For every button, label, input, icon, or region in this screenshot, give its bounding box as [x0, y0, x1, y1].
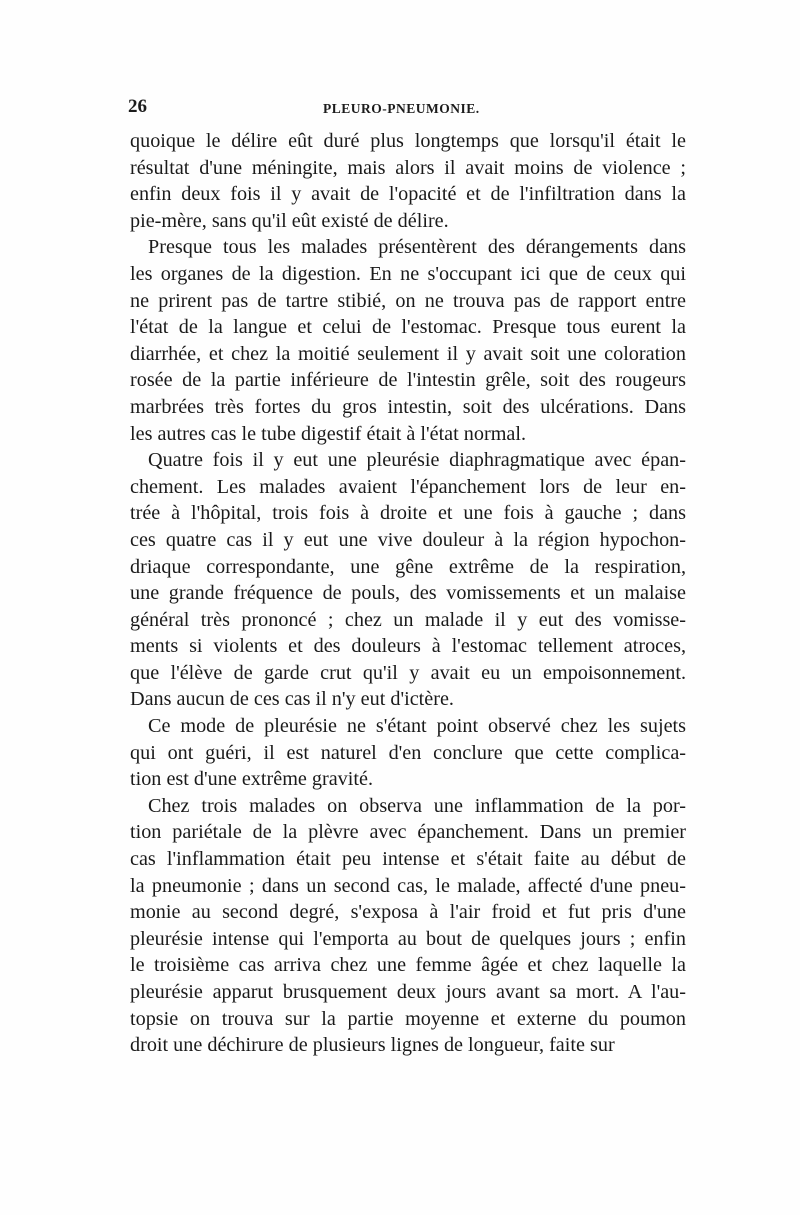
text-line: que l'élève de garde crut qu'il y avait eu un empoisonnement. — [130, 661, 686, 684]
text-line: pleurésie intense qui l'emporta au bout de quelques jours ; enfin — [130, 927, 686, 950]
text-line: la pneumonie ; dans un second cas, le malade, affecté d'une pneu- — [130, 874, 686, 897]
paragraph — [130, 234, 686, 447]
paragraph — [130, 447, 686, 713]
text-line: qui ont guéri, il est naturel d'en conclure que cette complica- — [130, 741, 686, 764]
text-line: ne prirent pas de tartre stibié, on ne trouva pas de rapport entre — [130, 289, 686, 312]
text-line: tion pariétale de la plèvre avec épanchement. Dans un premier — [130, 821, 686, 844]
text-line: pleurésie apparut brusquement deux jours avant sa mort. A l'au- — [130, 981, 686, 1003]
text-line: Chez trois malades on observa une inflammation de la por- — [148, 794, 686, 817]
page-header — [128, 96, 684, 124]
page-number: 26 — [128, 96, 147, 117]
text-line: Ce mode de pleurésie ne s'étant point observé chez les sujets — [148, 715, 686, 738]
text-line: l'état de la langue et celui de l'estomac. Presque tous eurent la — [130, 316, 686, 339]
text-line: Quatre fois il y eut une pleurésie diaphragmatique avec épan- — [148, 449, 686, 472]
text-line: une grande fréquence de pouls, des vomissements et un malaise — [130, 582, 686, 605]
text-line: général très prononcé ; chez un malade il y eut des vomisse- — [130, 608, 686, 631]
text-line: cas l'inflammation était peu intense et s'était faite au début de — [130, 848, 686, 871]
text-line: diarrhée, et chez la moitié seulement il y avait soit une coloration — [130, 342, 686, 365]
text-line: trée à l'hôpital, trois fois à droite et une fois à gauche ; dans — [130, 502, 686, 525]
text-line: enfin deux fois il y avait de l'opacité et de l'infiltration dans la — [130, 183, 686, 206]
text-line: rosée de la partie inférieure de l'intestin grêle, soit des rougeurs — [130, 369, 686, 392]
text-line: Presque tous les malades présentèrent des dérangements dans — [148, 236, 686, 259]
text-line: ces quatre cas il y eut une vive douleur à la région hypochon- — [130, 528, 686, 551]
running-head: PLEURO-PNEUMONIE. — [323, 101, 480, 116]
body-text — [130, 128, 686, 1059]
text-line: droit une déchirure de plusieurs lignes de longueur, faite sur — [130, 1034, 615, 1057]
text-line: les organes de la digestion. En ne s'occupant ici que de ceux qui — [130, 262, 686, 285]
text-line: monie au second degré, s'exposa à l'air froid et fut pris d'une — [130, 901, 686, 924]
text-line: ments si violents et des douleurs à l'estomac tellement atroces, — [130, 635, 686, 658]
text-line: pie-mère, sans qu'il eût existé de délire. — [130, 209, 449, 232]
text-line: tion est d'une extrême gravité. — [130, 768, 373, 791]
paragraph — [130, 128, 686, 234]
text-line: marbrées très fortes du gros intestin, soit des ulcérations. Dans — [130, 395, 686, 418]
text-line: topsie on trouva sur la partie moyenne et externe du poumon — [130, 1007, 686, 1030]
text-line: Dans aucun de ces cas il n'y eut d'ictère. — [130, 688, 454, 711]
text-line: quoique le délire eût duré plus longtemps que lorsqu'il était le — [130, 130, 686, 152]
text-line: le troisième cas arriva chez une femme âgée et chez laquelle la — [130, 954, 686, 977]
text-line: les autres cas le tube digestif était à l'état normal. — [130, 422, 527, 445]
text-line: chement. Les malades avaient l'épanchement lors de leur en- — [130, 475, 686, 498]
text-line: driaque correspondante, une gêne extrême de la respiration, — [130, 555, 686, 578]
paragraph — [130, 713, 686, 793]
text-line: résultat d'une méningite, mais alors il avait moins de violence ; — [130, 156, 686, 179]
paragraph — [130, 793, 686, 1059]
